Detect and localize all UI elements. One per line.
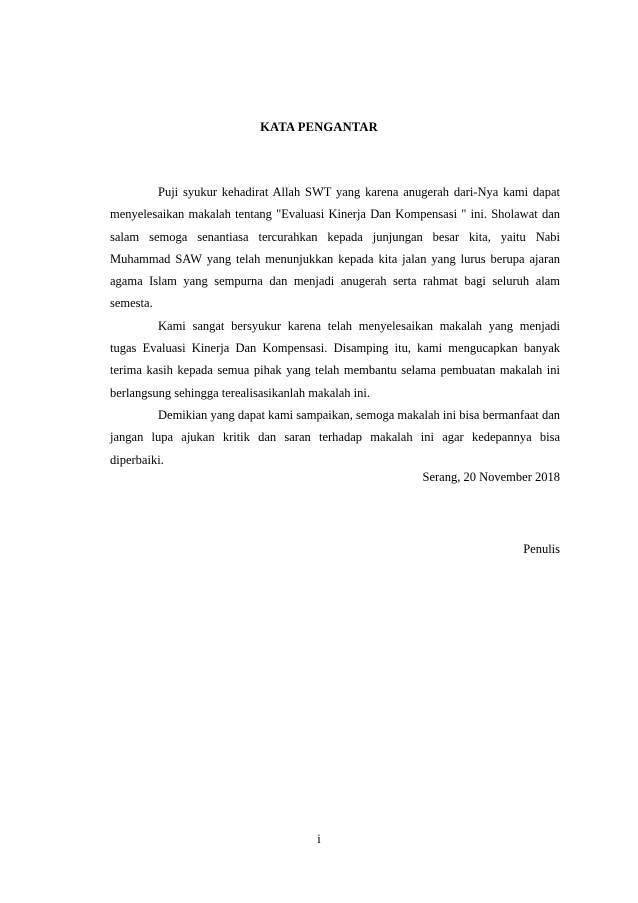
- author-signature: Penulis: [523, 542, 560, 556]
- paragraph-2: Kami sangat bersyukur karena telah menyelesaikan makalah yang menjadi tugas Evaluasi Kinerja Dan Kompensasi. Disamping itu, kami mengucapkan banyak terima kasih kepada semua pihak yang telah membantu selama pembuatan makalah ini berlangsung sehingga terealisasikanlah makalah ini.: [110, 318, 560, 400]
- preface-body: [110, 181, 560, 471]
- paragraph-3: Demikian yang dapat kami sampaikan, semoga makalah ini bisa bermanfaat dan jangan lupa ajukan kritik dan saran terhadap makalah ini agar kedepannya bisa diperbaiki.: [110, 407, 560, 467]
- place-date: Serang, 20 November 2018: [422, 470, 560, 484]
- paragraph-1: Puji syukur kehadirat Allah SWT yang karena anugerah dari-Nya kami dapat menyelesaikan makalah tentang "Evaluasi Kinerja Dan Kompensasi " ini. Sholawat dan salam semoga senantiasa tercurahkan kepada junjungan besar kita, yaitu Nabi Muhammad SAW yang telah menunjukkan kepada kita jalan yang lurus berupa ajaran agama Islam yang sempurna dan menjadi anugerah serta rahmat bagi seluruh alam semesta.: [110, 185, 560, 311]
- page-number: i: [317, 832, 321, 846]
- page-title: KATA PENGANTAR: [260, 120, 378, 134]
